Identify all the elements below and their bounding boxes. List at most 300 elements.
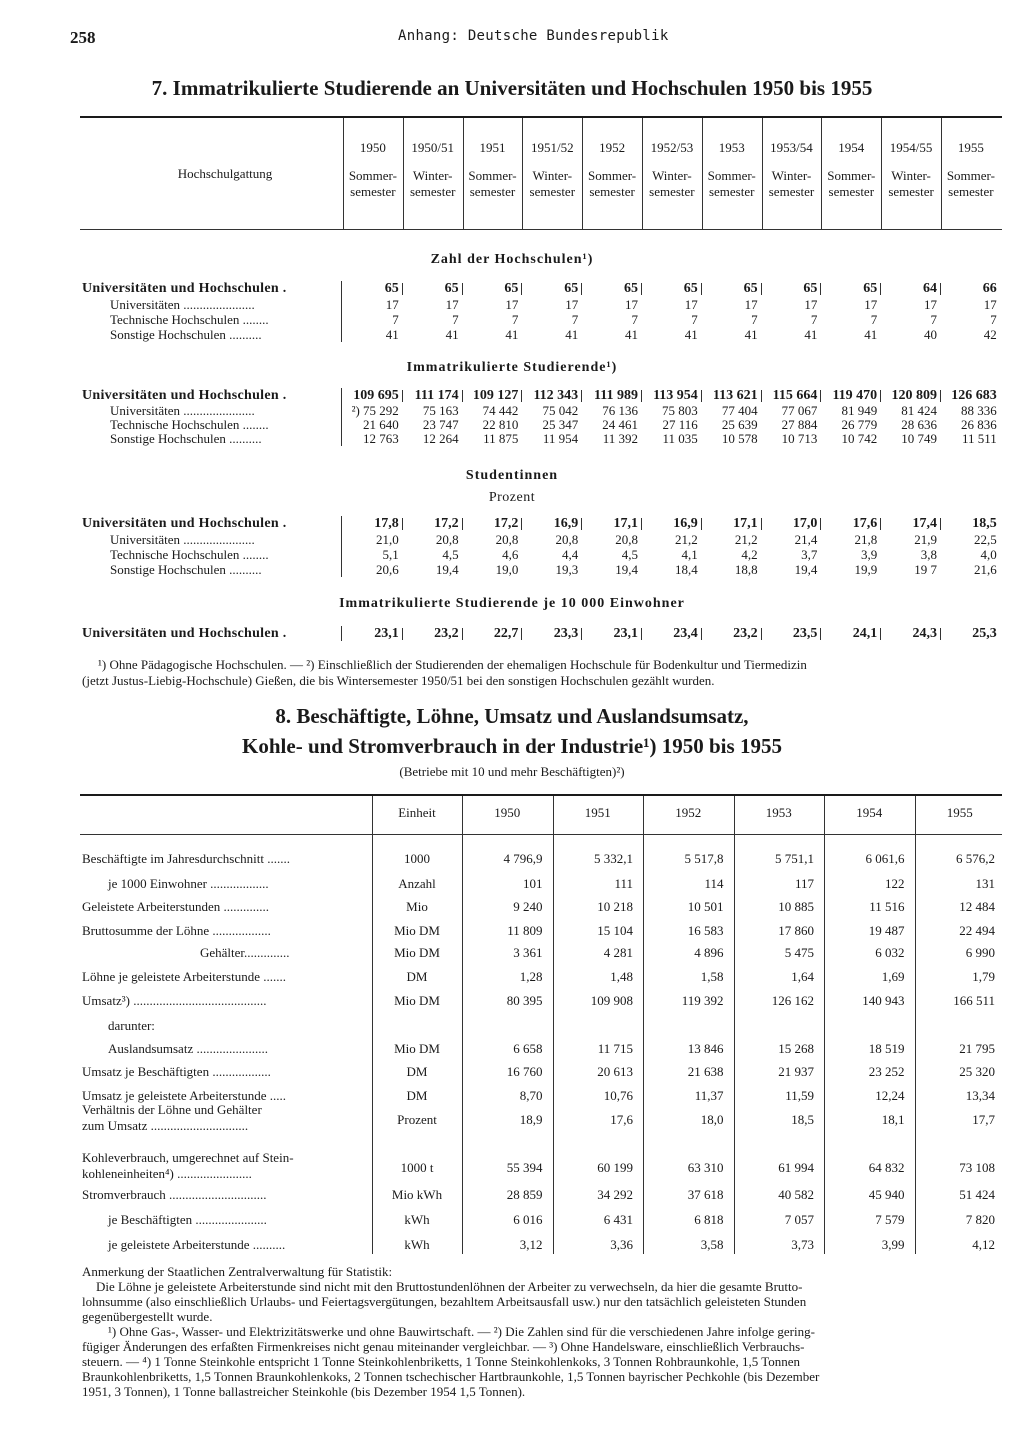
table7-block-rule [341,626,342,641]
table7-cell-divider [462,390,463,402]
table7-cell: 25,3 [972,626,997,641]
table8-year-header: 1952 [675,805,702,820]
table8-cell: 16 760 [506,1064,543,1079]
table7-cell: 25 639 [721,417,758,432]
table7-cell: 17,1 [733,516,758,531]
table7-cell: 74 442 [482,403,519,418]
table7-cell: 7 [870,312,878,327]
table8-note-line: 1951, 3 Tonnen), 1 Tonne ballastreicher Steinkohle (bis Dezember 1954 1,5 Tonnen). [82,1384,526,1399]
table8-row-label: Umsatz³) ......................................... [82,993,267,1008]
table7-cell: 18,5 [972,516,997,531]
table7-cell: 16,9 [553,516,579,531]
table8-cell: 3,99 [881,1237,905,1252]
table7-semester-line1: Sommer- [588,168,637,183]
table8-row-label: Stromverbrauch .............................. [82,1187,267,1202]
table8-row-label: Umsatz je Beschäftigten .................. [82,1064,271,1079]
table8-cell: 37 618 [687,1187,724,1202]
table7-semester-line2: semester [828,184,875,199]
table7-cell: 120 809 [891,388,937,403]
table8-cell: 7 820 [965,1212,995,1227]
table8-cell: 15 268 [778,1041,814,1056]
table8-cell: 12 484 [959,899,995,914]
table7-cell: 19,4 [435,562,459,577]
table8-cell: 11 809 [507,923,543,938]
table8-cell: 10 885 [778,899,814,914]
table8-cell: 10,76 [603,1088,633,1103]
table7-cell: 21,6 [974,562,997,577]
table8-cell: 63 310 [687,1160,724,1175]
table8-unit-cell: Mio DM [394,923,440,938]
table7-cell-divider [880,283,881,295]
table7-cell: 11 392 [602,431,638,446]
table7-semester-line1: Sommer- [946,168,995,183]
table7-semester-line2: semester [888,184,934,199]
table8-cell: 40 582 [778,1187,814,1202]
table7-cell-divider [940,518,941,530]
table7-cell-divider [462,518,463,530]
table7-cell: ²) 75 292 [351,403,399,418]
table7-semester-line2: semester [350,184,396,199]
table7-cell: 112 343 [533,388,579,403]
table7-semester-line2: semester [649,184,695,199]
table8-unit-cell: DM [406,1064,428,1079]
table7-cell: 42 [983,327,997,342]
table8-cell: 18,0 [700,1112,724,1127]
table7-semester-line2: semester [708,184,755,199]
table7-section-heading: Immatrikulierte Studierende je 10 000 Einwohner [339,596,685,611]
table8-cell: 6 032 [875,945,905,960]
table7-cell: 27 884 [781,417,818,432]
table7-cell: 27 116 [662,417,698,432]
table7-cell: 7 [571,312,579,327]
table7-cell: 65 [444,281,459,296]
table7-cell: 25 347 [542,417,579,432]
table7-cell: 26 836 [961,417,997,432]
table8-cell: 22 494 [959,923,995,938]
table8-cell: 3,58 [700,1237,724,1252]
table7-cell: 88 336 [961,403,997,418]
table7-cell-divider [521,283,522,295]
table8-cell: 10 218 [597,899,633,914]
table8-cell: 5 475 [784,945,814,960]
table7-row-label: Technische Hochschulen ........ [110,417,269,432]
table7-cell-divider [402,628,403,640]
table8-row-label: Auslandsumsatz ...................... [108,1041,268,1056]
table7-cell-divider [761,518,762,530]
table7-cell: 7 [511,312,519,327]
table7-cell: 113 954 [653,388,698,403]
table7-cell: 17 [505,297,519,312]
table7-cell: 10 749 [901,431,937,446]
table7-cell: 24,3 [912,626,937,641]
table7-year-header: 1953 [718,140,745,155]
table8-cell: 7 057 [784,1212,814,1227]
table7-cell: 115 664 [772,388,818,403]
table7-cell-divider [701,518,702,530]
table7-cell: 4,2 [741,547,758,562]
table7-cell: 23,2 [733,626,758,641]
table7-cell: 7 [392,312,399,327]
table7-cell: 21,2 [675,532,698,547]
table7-top-rule [80,116,1002,118]
table7-cell: 22,7 [493,626,519,641]
table8-unit-cell: 1000 t [400,1160,434,1175]
table8-cell: 3,73 [791,1237,814,1252]
table8-cell: 13,34 [965,1088,995,1103]
table7-cell: 4,5 [442,547,459,562]
table8-year-header: 1951 [584,805,611,820]
table8-cell: 6 061,6 [865,851,905,866]
table8-unit-cell: Mio DM [394,1041,440,1056]
table8-unit-cell: kWh [404,1237,430,1252]
table8-note-line: ¹) Ohne Gas-, Wasser- und Elektrizitätswerke und ohne Bauwirtschaft. — ²) Die Zahlen sind für die verschiedenen Jahre infolge gering- [108,1324,815,1339]
table8-note-line: gegenübergestellt wurde. [82,1309,213,1324]
table7-cell: 21,4 [794,532,818,547]
table8-cell: 55 394 [506,1160,543,1175]
table7-cell-divider [521,518,522,530]
table7-row-header: Hochschulgattung [177,166,273,181]
table7-cell: 75 803 [662,403,698,418]
table7-cell: 41 [385,327,399,342]
table7-block-rule [341,388,342,446]
table7-cell: 16,9 [673,516,698,531]
table8-cell: 11 516 [869,899,905,914]
table7-section-heading: Studentinnen [465,468,559,483]
table7-year-header: 1954 [838,140,865,155]
table8-cell: 18,9 [519,1112,543,1127]
table7-cell: 11 875 [483,431,519,446]
table7-cell-divider [641,390,642,402]
table7-cell: 23,5 [792,626,818,641]
table8-cell: 21 638 [687,1064,724,1079]
table7-year-header: 1950 [359,140,386,155]
table7-semester-line1: Winter- [532,168,573,183]
table7-row-label: Technische Hochschulen ........ [110,547,269,562]
table7-cell-divider [940,628,941,640]
table7-semester-line1: Sommer- [468,168,517,183]
table8-cell: 9 240 [513,899,543,914]
table7-cell: 24,1 [852,626,878,641]
table8-cell: 11,37 [694,1088,724,1103]
table7-cell-divider [402,390,403,402]
table7-cell: 17 [864,297,878,312]
table8-row-label-cont: kohleneinheiten⁴) ....................... [82,1166,252,1181]
table8-cell: 6 658 [513,1041,543,1056]
table7-semester-line2: semester [529,184,576,199]
table7-cell: 41 [684,327,698,342]
table7-cell: 22 810 [482,417,519,432]
table8-cell: 111 [614,876,633,891]
table8-row-label: darunter: [108,1018,155,1033]
table7-cell: 11 954 [542,431,579,446]
table7-cell: 23,1 [613,626,638,641]
table7-year-header: 1954/55 [889,140,933,155]
table7-cell: 65 [504,281,519,296]
table8-cell: 34 292 [597,1187,633,1202]
table8-cell: 1,58 [700,969,724,984]
table8-note-line: lohnsumme (also einschließlich Urlaubs- und Feiertagsvergütungen, bezahltem Arbeitsausfall usw.) nur den tatsächlich geleisteten Stunden [82,1294,807,1309]
table7-semester-line2: semester [768,184,815,199]
table8-cell: 11,59 [785,1088,814,1103]
table7-year-header: 1952 [599,140,626,155]
table7-cell-divider [402,518,403,530]
table8-cell: 119 392 [681,993,724,1008]
table7-row-label: Universitäten ...................... [110,532,255,547]
table8-row-label-cont: zum Umsatz .............................. [82,1118,249,1133]
table7-cell: 23,2 [434,626,459,641]
table7-cell: 65 [863,281,878,296]
table8-cell: 12,24 [875,1088,905,1103]
table7-year-header: 1951 [479,140,506,155]
table7-cell: 65 [564,281,579,296]
table8-header-rule [80,834,1002,835]
table7-cell: 17 [983,297,997,312]
table8-row-label: Bruttosumme der Löhne .................. [82,923,271,938]
table8-cell: 3,36 [610,1237,633,1252]
table8-cell: 4 796,9 [503,851,543,866]
table8-year-header: 1953 [765,805,792,820]
table7-cell: 10 742 [841,431,878,446]
table7-semester-line1: Sommer- [827,168,876,183]
table7-row-label: Sonstige Hochschulen .......... [110,431,262,446]
table8-cell: 17,6 [610,1112,633,1127]
table7-cell: 7 [810,312,818,327]
table7-cell-divider [880,518,881,530]
table7-cell: 17,4 [912,516,937,531]
table8-cell: 122 [885,876,905,891]
table8-cell: 23 252 [868,1064,905,1079]
table7-cell: 19,4 [794,562,818,577]
table8-cell: 140 943 [862,993,905,1008]
table7-cell: 113 621 [712,388,758,403]
table7-cell: 17 [565,297,579,312]
table7-semester-line1: Winter- [891,168,931,183]
table7-cell: 19,9 [854,562,878,577]
table8-row-label: je 1000 Einwohner .................. [108,876,269,891]
table8-cell: 6 016 [513,1212,543,1227]
table8-cell: 1,28 [519,969,543,984]
table7-cell: 109 127 [472,388,519,403]
table7-cell: 75 163 [422,403,459,418]
table7-cell: 20,6 [376,562,399,577]
table7-cell: 17 [385,297,399,312]
table7-semester-line1: Winter- [771,168,812,183]
table7-semester-line1: Winter- [412,168,453,183]
table7-cell: 7 [691,312,698,327]
table8-cell: 20 613 [597,1064,633,1079]
table7-row-label: Sonstige Hochschulen .......... [110,327,262,342]
table8-cell: 15 104 [597,923,633,938]
table7-cell: 81 949 [841,403,878,418]
table7-title: 7. Immatrikulierte Studierende an Universitäten und Hochschulen 1950 bis 1955 [151,76,873,100]
table8-title-line1: 8. Beschäftigte, Löhne, Umsatz und Auslandsumsatz, [275,704,749,728]
table8-unit-cell: DM [406,1088,428,1103]
table7-cell: 17,2 [434,516,459,531]
table7-cell-divider [581,390,582,402]
table8-row-label: Kohleverbrauch, umgerechnet auf Stein- [82,1150,294,1165]
table8-note-line: Die Löhne je geleistete Arbeiterstunde sind nicht mit den Bruttostundenlöhnen der Arbeiter zu verwechseln, da hier die gesamte Brutto- [96,1279,803,1294]
table8-cell: 21 937 [778,1064,814,1079]
table7-cell-divider [701,283,702,295]
table7-semester-line2: semester [589,184,635,199]
table7-cell: 21,2 [734,532,758,547]
table7-cell: 17 [624,297,638,312]
table8-note-line: steuern. — ⁴) 1 Tonne Steinkohle entspricht 1 Tonne Steinkohlenbriketts, 1 Tonne Steinkohlenkoks, 3 Tonnen Rohbraunkohle, 1,5 Tonnen [82,1354,801,1369]
table8-cell: 17,7 [972,1112,995,1127]
table7-cell: 66 [982,281,997,296]
table8-cell: 6 990 [965,945,995,960]
table8-cell: 126 162 [771,993,814,1008]
table7-cell: 65 [683,281,698,296]
table7-cell: 7 [631,312,638,327]
running-head: Anhang: Deutsche Bundesrepublik [398,28,669,44]
table7-cell: 17 [684,297,698,312]
page-header [0,28,1024,48]
table7-cell: 22,5 [974,532,997,547]
table8-cell: 28 859 [506,1187,543,1202]
table8-row-label: je geleistete Arbeiterstunde .......... [108,1237,286,1252]
table7-cell: 24 461 [602,417,638,432]
table7-cell: 76 136 [602,403,638,418]
table8-unit-cell: kWh [404,1212,430,1227]
table7-cell: 65 [384,281,399,296]
table8-unit-cell: Anzahl [398,876,436,891]
table8-cell: 4 896 [694,945,724,960]
table7-cell: 75 042 [542,403,579,418]
table8-cell: 3 361 [513,945,543,960]
table8-note-line: fügiger Änderungen des erfaßten Firmenkreises nicht genau miteinander vergleichbar. — ³) Ohne Handelsware, einschließlich Verbrauchs- [82,1339,805,1354]
table7-cell: 119 470 [832,388,878,403]
table8-unit-cell: Mio DM [394,993,440,1008]
table8-cell: 1,48 [610,969,633,984]
table8-cell: 114 [704,876,724,891]
table8-cell: 6 818 [694,1212,724,1227]
table7-cell: 17,6 [852,516,878,531]
page-number: 258 [70,28,96,47]
table7-cell-divider [462,628,463,640]
table7-row-label: Universitäten ...................... [110,297,255,312]
table7-cell-divider [761,628,762,640]
table7-cell: 65 [803,281,818,296]
table7-row-label: Universitäten und Hochschulen . [82,516,287,531]
table8-title-line2: Kohle- und Stromverbrauch in der Industrie¹) 1950 bis 1955 [242,734,782,758]
table7-cell-divider [880,390,881,402]
table8-cell: 1,79 [972,969,995,984]
table7-cell: 26 779 [841,417,878,432]
table7-footnote-2: (jetzt Justus-Liebig-Hochschule) Gießen, die bis Wintersemester 1950/51 bei den sonstigen Hochschulen gezählt wurden. [82,673,715,688]
table8-note-line: Anmerkung der Staatlichen Zentralverwaltung für Statistik: [82,1264,393,1279]
table7-cell: 3,9 [860,547,878,562]
table7-cell: 20,8 [435,532,459,547]
table7-row-label: Technische Hochschulen ........ [110,312,269,327]
table7-cell-divider [462,283,463,295]
table7-cell: 12 264 [422,431,459,446]
table7-cell: 41 [445,327,459,342]
table8-cell: 5 751,1 [775,851,814,866]
table7-row-label: Universitäten ...................... [110,403,255,418]
table7-cell-divider [402,283,403,295]
table7-cell: 20,8 [555,532,579,547]
table7-cell: 109 695 [353,388,399,403]
table7-cell: 7 [990,312,997,327]
table7-cell: 17,2 [493,516,519,531]
table7-cell: 20,8 [495,532,519,547]
table8-cell: 51 424 [959,1187,995,1202]
table8-cell: 4,12 [972,1237,995,1252]
table7-cell-divider [820,628,821,640]
table7-cell-divider [641,518,642,530]
table8-subtitle: (Betriebe mit 10 und mehr Beschäftigten)²) [399,764,625,779]
table7-cell: 65 [623,281,638,296]
table7-cell: 19,0 [495,562,519,577]
table7-row-label: Universitäten und Hochschulen . [82,281,287,296]
table7-cell-divider [701,628,702,640]
table7-section-heading: Immatrikulierte Studierende¹) [406,360,618,375]
table8-row-label: Gehälter.............. [200,945,290,960]
table8-unit-cell: Mio DM [394,945,440,960]
table8-cell: 101 [523,876,543,891]
table7-cell-divider [641,283,642,295]
table8-cell: 16 583 [687,923,724,938]
table7-cell-divider [581,518,582,530]
table8-cell: 61 994 [778,1160,814,1175]
table7-cell: 28 636 [901,417,937,432]
table7-cell: 81 424 [901,403,937,418]
table8-unit-cell: Mio kWh [391,1187,443,1202]
table8-row-label: Beschäftigte im Jahresdurchschnitt ....... [82,851,290,866]
table7-semester-line2: semester [409,184,456,199]
table7-cell: 7 [751,312,758,327]
table7-cell: 41 [864,327,878,342]
table8-cell: 64 832 [868,1160,905,1175]
table8-unit-header: Einheit [398,805,436,820]
table7-cell: 21 640 [363,417,399,432]
table7-cell: 23,1 [374,626,399,641]
table7-cell: 17 [923,297,937,312]
table7-cell: 4,4 [561,547,579,562]
table7-cell: 17 [445,297,459,312]
table8-row-label: Löhne je geleistete Arbeiterstunde ....... [82,969,286,984]
table7-cell: 21,0 [376,532,399,547]
table7-cell: 19,3 [555,562,579,577]
table8-cell: 1,64 [791,969,814,984]
table8-year-header: 1955 [946,805,973,820]
table7-cell: 126 683 [951,388,997,403]
table7-cell: 41 [744,327,758,342]
table8-year-header: 1954 [856,805,883,820]
table8-note-line: Braunkohlenbriketts, 1,5 Tonnen Braunkohlenkoks, 2 Tonnen tschechischer Hartbraunkohle, 1,5 Tonnen bayrischer Pechkohle (bis Dezember [82,1369,820,1384]
table7-cell-divider [641,628,642,640]
table7-cell: 18,8 [734,562,758,577]
table7-cell: 17 [804,297,818,312]
table8-year-header: 1950 [494,805,521,820]
table7-row-label: Universitäten und Hochschulen . [82,388,287,403]
table7-footnote-1: ¹) Ohne Pädagogische Hochschulen. — ²) Einschließlich der Studierenden der ehemaligen Hochschule für Bodenkultur und Tiermedizin [98,657,807,672]
table7-cell: 41 [804,327,818,342]
table7-cell: 11 511 [962,431,997,446]
table7-cell: 23,3 [553,626,579,641]
table7-cell: 20,8 [615,532,638,547]
table8-cell: 8,70 [519,1088,543,1103]
table7-cell: 65 [743,281,758,296]
table7-cell: 4,6 [502,547,519,562]
table7-cell: 17 [744,297,758,312]
table7-cell: 7 [930,312,937,327]
table7-cell-divider [940,390,941,402]
table8-cell: 3,12 [519,1237,543,1252]
table8-cell: 80 395 [506,993,543,1008]
table7-cell: 3,8 [920,547,937,562]
